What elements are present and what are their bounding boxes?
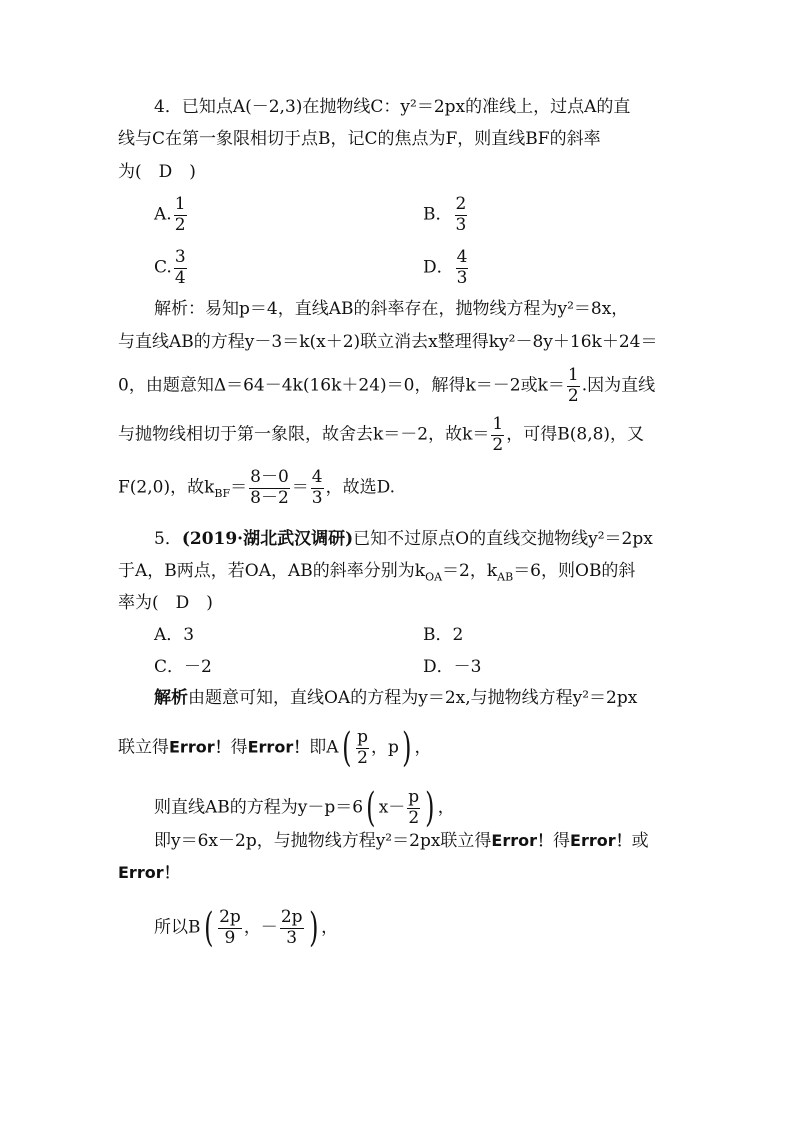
q5-solution-line1: 解析由题意可知，直线OA的方程为y＝2x,与抛物线方程y²＝2px bbox=[154, 688, 638, 708]
q4-stem-line3: 为( D ) bbox=[118, 162, 196, 182]
q5-option-c: C．－2 bbox=[154, 657, 212, 677]
q5-solution-line3: 则直线AB的方程为y－p＝6( x－ $\frac{p}{2}$ ) ， bbox=[154, 785, 455, 832]
q5-solution-line6: 所以B( $\frac{2p}{9}$ ，－ $\frac{2p}{3}$ ) ， bbox=[154, 905, 339, 952]
q4-stem-line1: 4．已知点A(－2,3)在抛物线C：y²＝2px的准线上，过点A的直 bbox=[154, 97, 631, 117]
q4-solution-line3: 0，由题意知Δ＝64－4k(16k＋24)＝0，解得k＝－2或k＝ $\frac{1}{2}$ .因为直线 bbox=[118, 365, 656, 406]
q4-solution-line4: 与抛物线相切于第一象限，故舍去k＝－2，故k＝ $\frac{1}{2}$ ，可得B(8,8)，又 bbox=[118, 414, 645, 455]
q5-solution-line4: 即y＝6x－2p，与抛物线方程y²＝2px联立得Error！得Error！或 bbox=[154, 831, 649, 851]
q5-option-d: D．－3 bbox=[423, 657, 482, 677]
q4-stem-line2: 线与C在第一象限相切于点B，记C的焦点为F，则直线BF的斜率 bbox=[118, 129, 601, 149]
q5-solution-line5: Error！ bbox=[118, 863, 180, 882]
q5-option-b: B．2 bbox=[423, 625, 464, 645]
q5-stem-line2: 于A，B两点，若OA，AB的斜率分别为$k_{OA}=2$，$k_{AB}=6$，则OB的斜 bbox=[118, 561, 636, 584]
q5-solution-line2: 联立得Error！得Error！即A( $\frac{p}{2}$ ，p) ， bbox=[118, 725, 432, 772]
q4-option-d: D． $\frac{4}{3}$ bbox=[423, 247, 468, 288]
q4-option-b: B． $\frac{2}{3}$ bbox=[423, 194, 467, 235]
q4-solution-line1: 解析：易知p＝4，直线AB的斜率存在，抛物线方程为y²＝8x， bbox=[154, 299, 629, 319]
q5-stem-line1: 5．(2019·湖北武汉调研)已知不过原点O的直线交抛物线y²＝2px bbox=[154, 529, 653, 549]
q4-option-a: A. $\frac{1}{2}$ bbox=[154, 194, 186, 235]
q4-solution-line5: F(2,0)，故$k_{BF}=$ $\frac{8-0}{8-2}$ ＝ $\frac{4}{3}$ ，故选D. bbox=[118, 467, 396, 508]
q5-stem-line3: 率为( D ) bbox=[118, 593, 213, 613]
q5-source: (2019·湖北武汉调研) bbox=[181, 529, 354, 549]
q4-solution-line2: 与直线AB的方程y－3＝k(x＋2)联立消去x整理得ky²－8y＋16k＋24＝ bbox=[118, 332, 658, 352]
q5-option-a: A．3 bbox=[154, 625, 195, 645]
q4-option-c: C. $\frac{3}{4}$ bbox=[154, 247, 186, 288]
